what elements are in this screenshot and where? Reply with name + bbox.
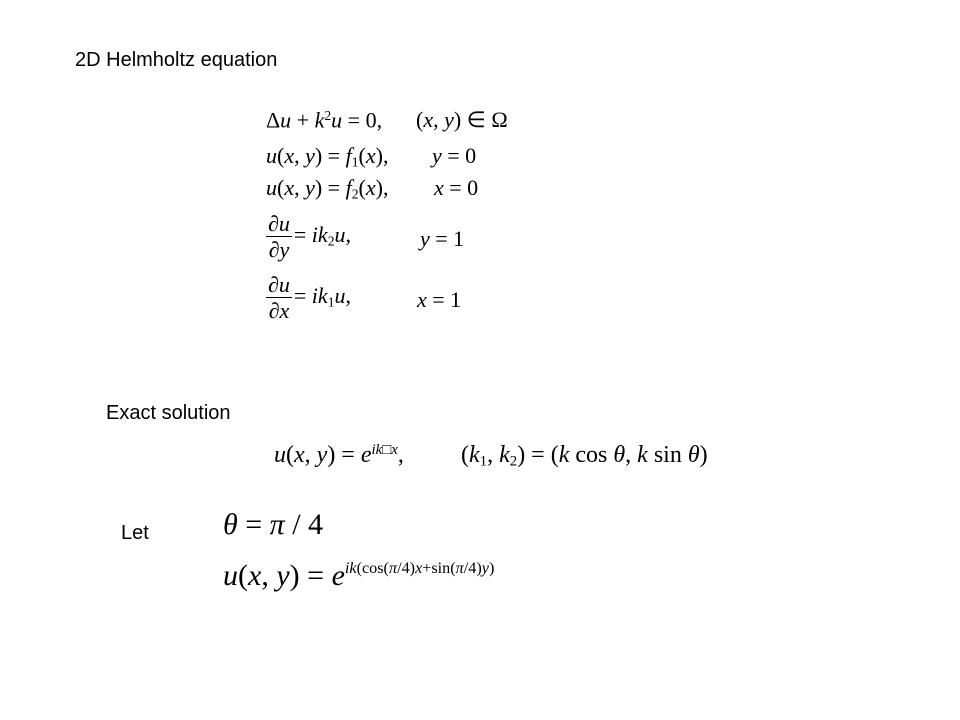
wave-vector-definition: ($k_1$, $k_2) = (k$ cos θ, k sin θ) <box>461 442 708 470</box>
condition-x0: x = 0 <box>434 175 479 200</box>
theta-definition: θ = π / 4 <box>223 508 324 541</box>
condition-y0: y = 0 <box>432 143 477 168</box>
condition-y1: y = 1 <box>420 226 465 251</box>
condition-domain: (x, y) ∈ Ω <box>416 107 508 132</box>
specific-solution: u(x, $y) = e^{ik(cos(\pi/4)x+sin(\pi/4)y)}$ <box>223 559 495 593</box>
let-label: Let <box>121 522 149 544</box>
equation-boundary-x1: $\frac{\partial u}{\partial x}$ = $ik_1u$, <box>268 272 351 324</box>
equation-helmholtz: $\Delta u + k^2u = 0$, <box>266 107 383 133</box>
equation-boundary-y1: $\frac{\partial u}{\partial y}$ = $ik_2u$, <box>268 211 351 263</box>
slide-title: 2D Helmholtz equation <box>75 49 278 71</box>
exact-solution-equation: u(x, $y) = e^{ik□x}$, <box>274 442 404 469</box>
condition-x1: x = 1 <box>417 287 462 312</box>
exact-solution-label: Exact solution <box>106 402 231 424</box>
equation-boundary-y0: u(x, $y) = f_1(x)$, <box>266 143 389 170</box>
equation-boundary-x0: u(x, $y) = f_2(x)$, <box>266 175 389 202</box>
